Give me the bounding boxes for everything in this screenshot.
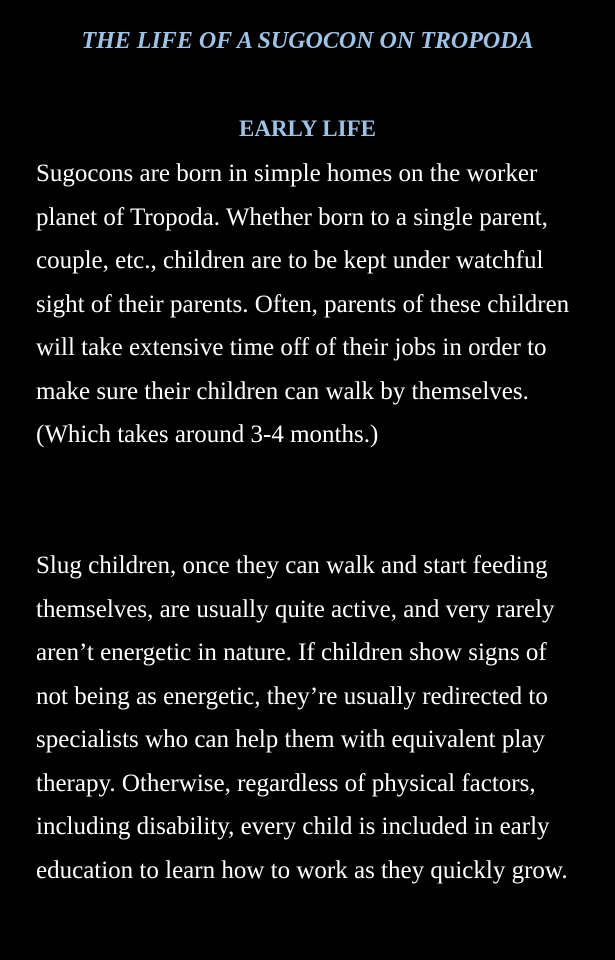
paragraph-slug-children: Slug children, once they can walk and start feeding themselves, are usually quite active, and very rarely aren’t energetic in nature. If children show signs of not being as energetic, they’re usually redirected to specialists who can help them with equivalent play therapy. Otherwise, regardless of physical factors, including disability, every child is included in early education to learn how to work as they quickly grow. <box>36 552 568 884</box>
paragraph-birth: Sugocons are born in simple homes on the worker planet of Tropoda. Whether born to a single parent, couple, etc., children are to be kept under watchful sight of their parents. Often, parents of these children will take extensive time off of their jobs in order to make sure their children can walk by themselves. (Which takes around 3-4 months.) <box>36 160 570 448</box>
document-title: THE LIFE OF A SUGOCON ON TROPODA <box>81 28 534 54</box>
section-heading-early-life: EARLY LIFE <box>239 116 376 141</box>
